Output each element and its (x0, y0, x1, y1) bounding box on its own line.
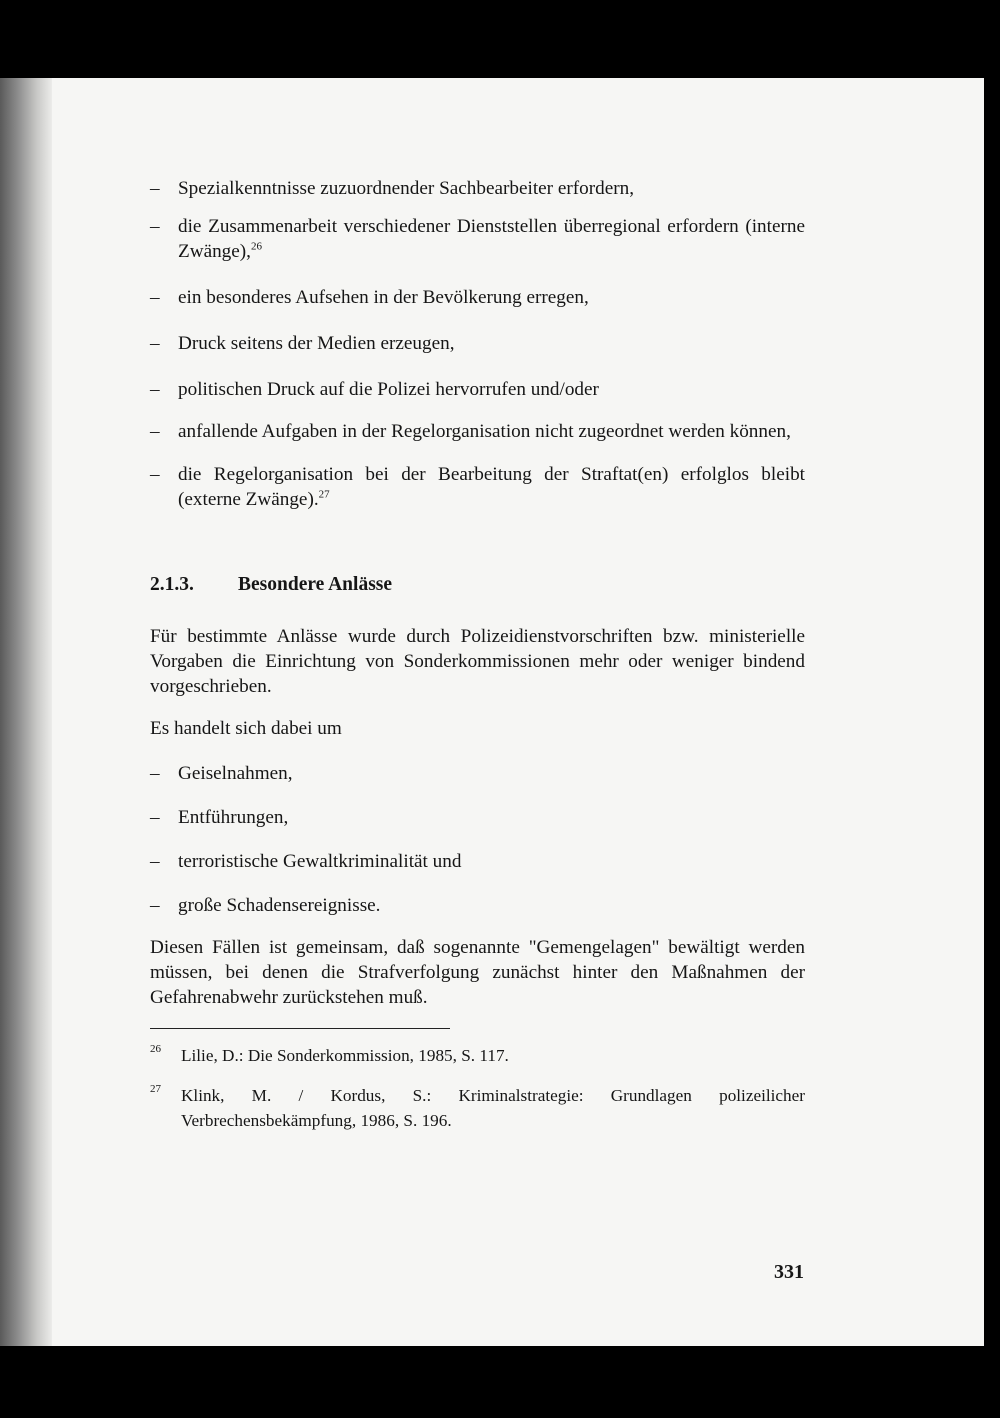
list-item-text: terroristische Gewaltkriminalität und (178, 851, 462, 872)
bullet-list-occasions (150, 761, 805, 918)
list-item-text: ein besonderes Aufsehen in der Bevölkerung erregen, (178, 287, 589, 308)
list-item-text: anfallende Aufgaben in der Regelorganisation nicht zugeordnet werden können, (178, 421, 791, 442)
book-spine-shadow (0, 78, 52, 1346)
dash-marker: – (150, 379, 160, 400)
list-item-text: die Zusammenarbeit verschiedener Dienststellen überregional erfordern (interne Zwänge), (178, 216, 805, 262)
list-item (150, 761, 805, 786)
footnote-ref: 26 (250, 240, 262, 253)
list-item-text: die Regelorganisation bei der Bearbeitung der Straftat(en) erfolglos bleibt (externe Zwänge). (178, 464, 805, 510)
footnote-mark: 27 (150, 1083, 161, 1095)
list-item (150, 419, 805, 444)
list-item (150, 805, 805, 830)
section-number: 2.1.3. (150, 574, 194, 595)
footnote-text: Klink, M. / Kordus, S.: Kriminalstrategie: Grundlagen polizeilicher Verbrechensbekämpfung, 1986, S. 196. (181, 1086, 805, 1130)
paragraph: Es handelt sich dabei um (150, 718, 342, 739)
dash-marker: – (150, 333, 160, 354)
book-page (0, 78, 984, 1346)
list-item (150, 849, 805, 874)
list-item (150, 331, 805, 356)
list-item (150, 214, 805, 264)
list-item-text: Entführungen, (178, 807, 289, 828)
section-heading (150, 572, 805, 597)
page-content (150, 176, 805, 1133)
footnote (150, 1083, 805, 1133)
dash-marker: – (150, 851, 160, 872)
footnote (150, 1043, 805, 1068)
list-item (150, 893, 805, 918)
paragraph: Diesen Fällen ist gemeinsam, daß sogenannte "Gemengelagen" bewältigt werden müssen, bei denen die Strafverfolgung zunächst hinter den Maßnahmen der Gefahrenabwehr zurückstehen muß. (150, 937, 805, 1008)
bullet-list-conditions (150, 176, 805, 512)
section-title: Besondere Anlässe (238, 574, 393, 595)
list-item (150, 285, 805, 310)
dash-marker: – (150, 895, 160, 916)
list-item-text: politischen Druck auf die Polizei hervorrufen und/oder (178, 379, 599, 400)
list-item-text: Spezialkenntnisse zuzuordnender Sachbearbeiter erfordern, (178, 178, 635, 199)
footnote-ref: 27 (318, 488, 330, 501)
dash-marker: – (150, 464, 160, 485)
list-item-text: große Schadensereignisse. (178, 895, 381, 916)
dash-marker: – (150, 216, 160, 237)
footnote-text: Lilie, D.: Die Sonderkommission, 1985, S. 117. (181, 1046, 509, 1065)
dash-marker: – (150, 421, 160, 442)
page-number: 331 (774, 1261, 804, 1283)
dash-marker: – (150, 763, 160, 784)
dash-marker: – (150, 178, 160, 199)
dash-marker: – (150, 287, 160, 308)
dash-marker: – (150, 807, 160, 828)
list-item (150, 377, 805, 402)
list-item (150, 176, 805, 201)
list-item-text: Druck seitens der Medien erzeugen, (178, 333, 455, 354)
paragraph: Für bestimmte Anlässe wurde durch Polizeidienstvorschriften bzw. ministerielle Vorgaben die Einrichtung von Sonderkommissionen mehr oder weniger bindend vorgeschrieben. (150, 626, 805, 697)
footnote-mark: 26 (150, 1043, 161, 1055)
footnote-separator (150, 1028, 450, 1029)
list-item (150, 462, 805, 512)
list-item-text: Geiselnahmen, (178, 763, 293, 784)
